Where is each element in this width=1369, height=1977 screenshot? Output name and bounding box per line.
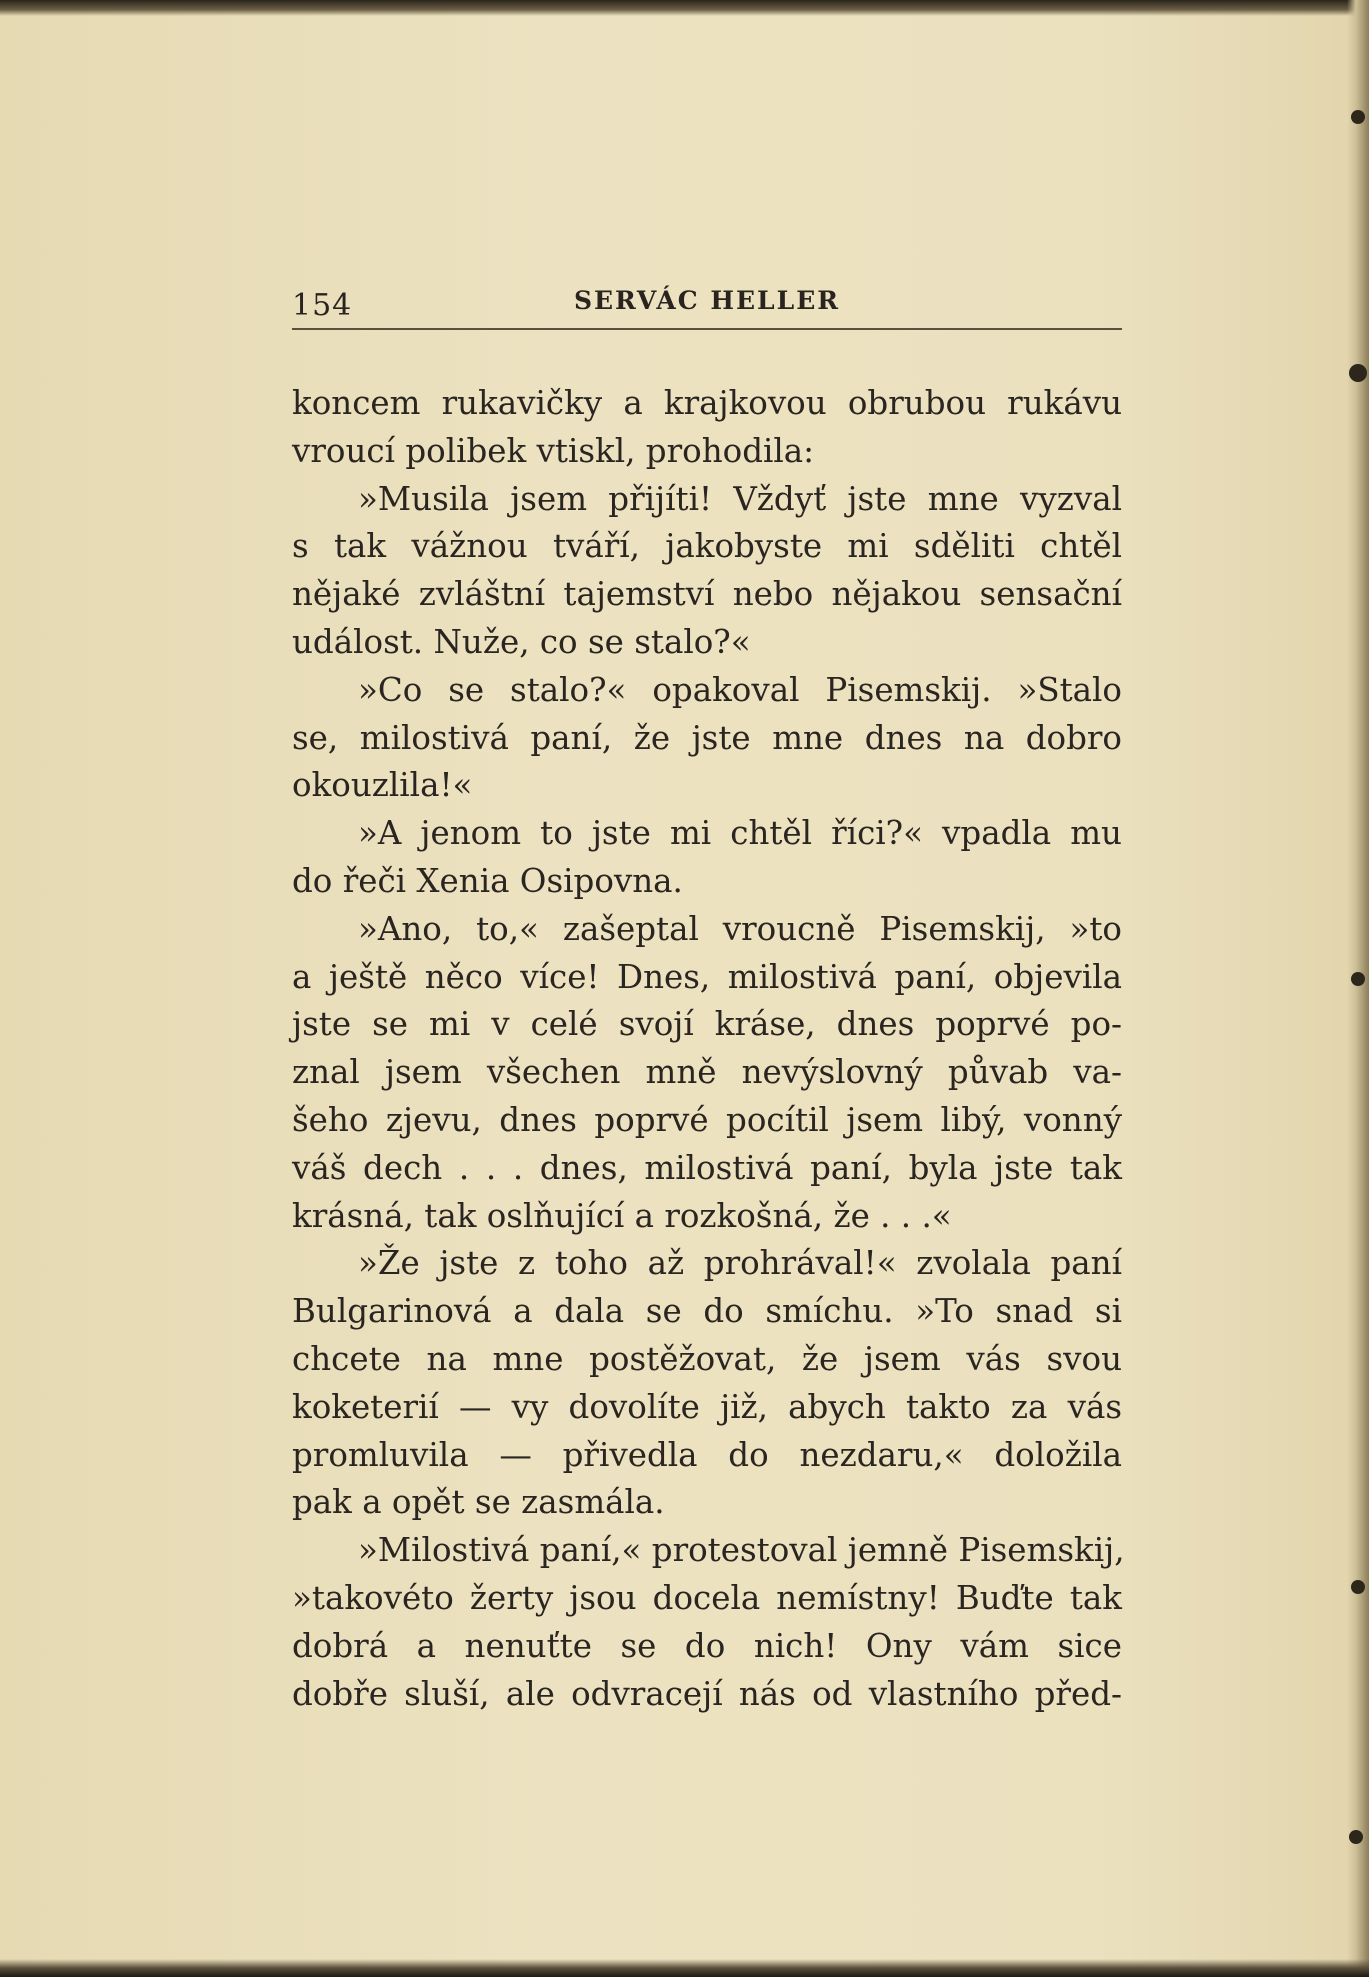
- text-line: krásná, tak oslňující a rozkošná, že . . .«: [292, 1196, 952, 1235]
- text-line: koncem rukavičky a krajkovou obrubou rukávu: [292, 384, 1122, 422]
- text-line: jste se mi v celé svojí kráse, dnes poprvé po-: [292, 1005, 1122, 1044]
- scan-top-edge: [0, 0, 1369, 16]
- binding-mark: [1349, 1830, 1363, 1844]
- binding-mark: [1351, 1580, 1365, 1594]
- text-line: událost. Nuže, co se stalo?«: [292, 622, 751, 661]
- text-line: se, milostivá paní, že jste mne dnes na dobro: [292, 718, 1122, 757]
- text-line: znal jsem všechen mně nevýslovný půvab va-: [292, 1053, 1122, 1092]
- page-number: 154: [292, 288, 353, 323]
- text-line: váš dech . . . dnes, milostivá paní, byla jste tak: [292, 1148, 1122, 1187]
- text-line: a ještě něco více! Dnes, milostivá paní, objevila: [292, 957, 1122, 996]
- running-head: SERVÁC HELLER: [573, 286, 841, 315]
- text-line: vroucí polibek vtiskl, prohodila:: [292, 431, 815, 470]
- binding-mark: [1351, 110, 1365, 124]
- text-line: »A jenom to jste mi chtěl říci?« vpadla mu: [358, 814, 1122, 853]
- text-line: pak a opět se zasmála.: [292, 1483, 665, 1522]
- body-text: [292, 380, 1125, 1718]
- text-line: chcete na mne postěžovat, že jsem vás svou: [292, 1339, 1122, 1378]
- text-line: šeho zjevu, dnes poprvé pocítil jsem libý, vonný: [292, 1100, 1122, 1139]
- scan-bottom-edge: [0, 1959, 1369, 1977]
- text-line: koketerií — vy dovolíte již, abych takto za vás: [292, 1387, 1122, 1426]
- text-line: dobře sluší, ale odvracejí nás od vlastního před-: [292, 1674, 1122, 1713]
- text-line: »Co se stalo?« opakoval Pisemskij. »Stalo: [358, 670, 1122, 709]
- text-line: »takovéto žerty jsou docela nemístny! Buďte tak: [292, 1578, 1122, 1617]
- scan-right-edge: [1347, 0, 1369, 1977]
- binding-mark: [1351, 972, 1365, 986]
- text-line: »Milostivá paní,« protestoval jemně Pisemskij,: [358, 1531, 1125, 1570]
- text-line: »Že jste z toho až prohrával!« zvolala paní: [358, 1244, 1122, 1283]
- text-line: nějaké zvláštní tajemství nebo nějakou sensační: [292, 575, 1122, 614]
- text-line: »Musila jsem přijíti! Vždyť jste mne vyzval: [358, 479, 1122, 518]
- page-header: [292, 282, 1122, 330]
- text-line: dobrá a nenuťte se do nich! Ony vám sice: [292, 1626, 1122, 1665]
- text-line: s tak vážnou tváří, jakobyste mi sděliti chtěl: [292, 527, 1122, 566]
- text-line: promluvila — přivedla do nezdaru,« doložila: [292, 1435, 1122, 1474]
- text-line: okouzlila!«: [292, 766, 473, 805]
- text-line: do řeči Xenia Osipovna.: [292, 861, 683, 900]
- text-line: »Ano, to,« zašeptal vroucně Pisemskij, »to: [358, 909, 1122, 948]
- binding-mark: [1349, 364, 1367, 382]
- text-line: Bulgarinová a dala se do smíchu. »To snad si: [292, 1292, 1122, 1331]
